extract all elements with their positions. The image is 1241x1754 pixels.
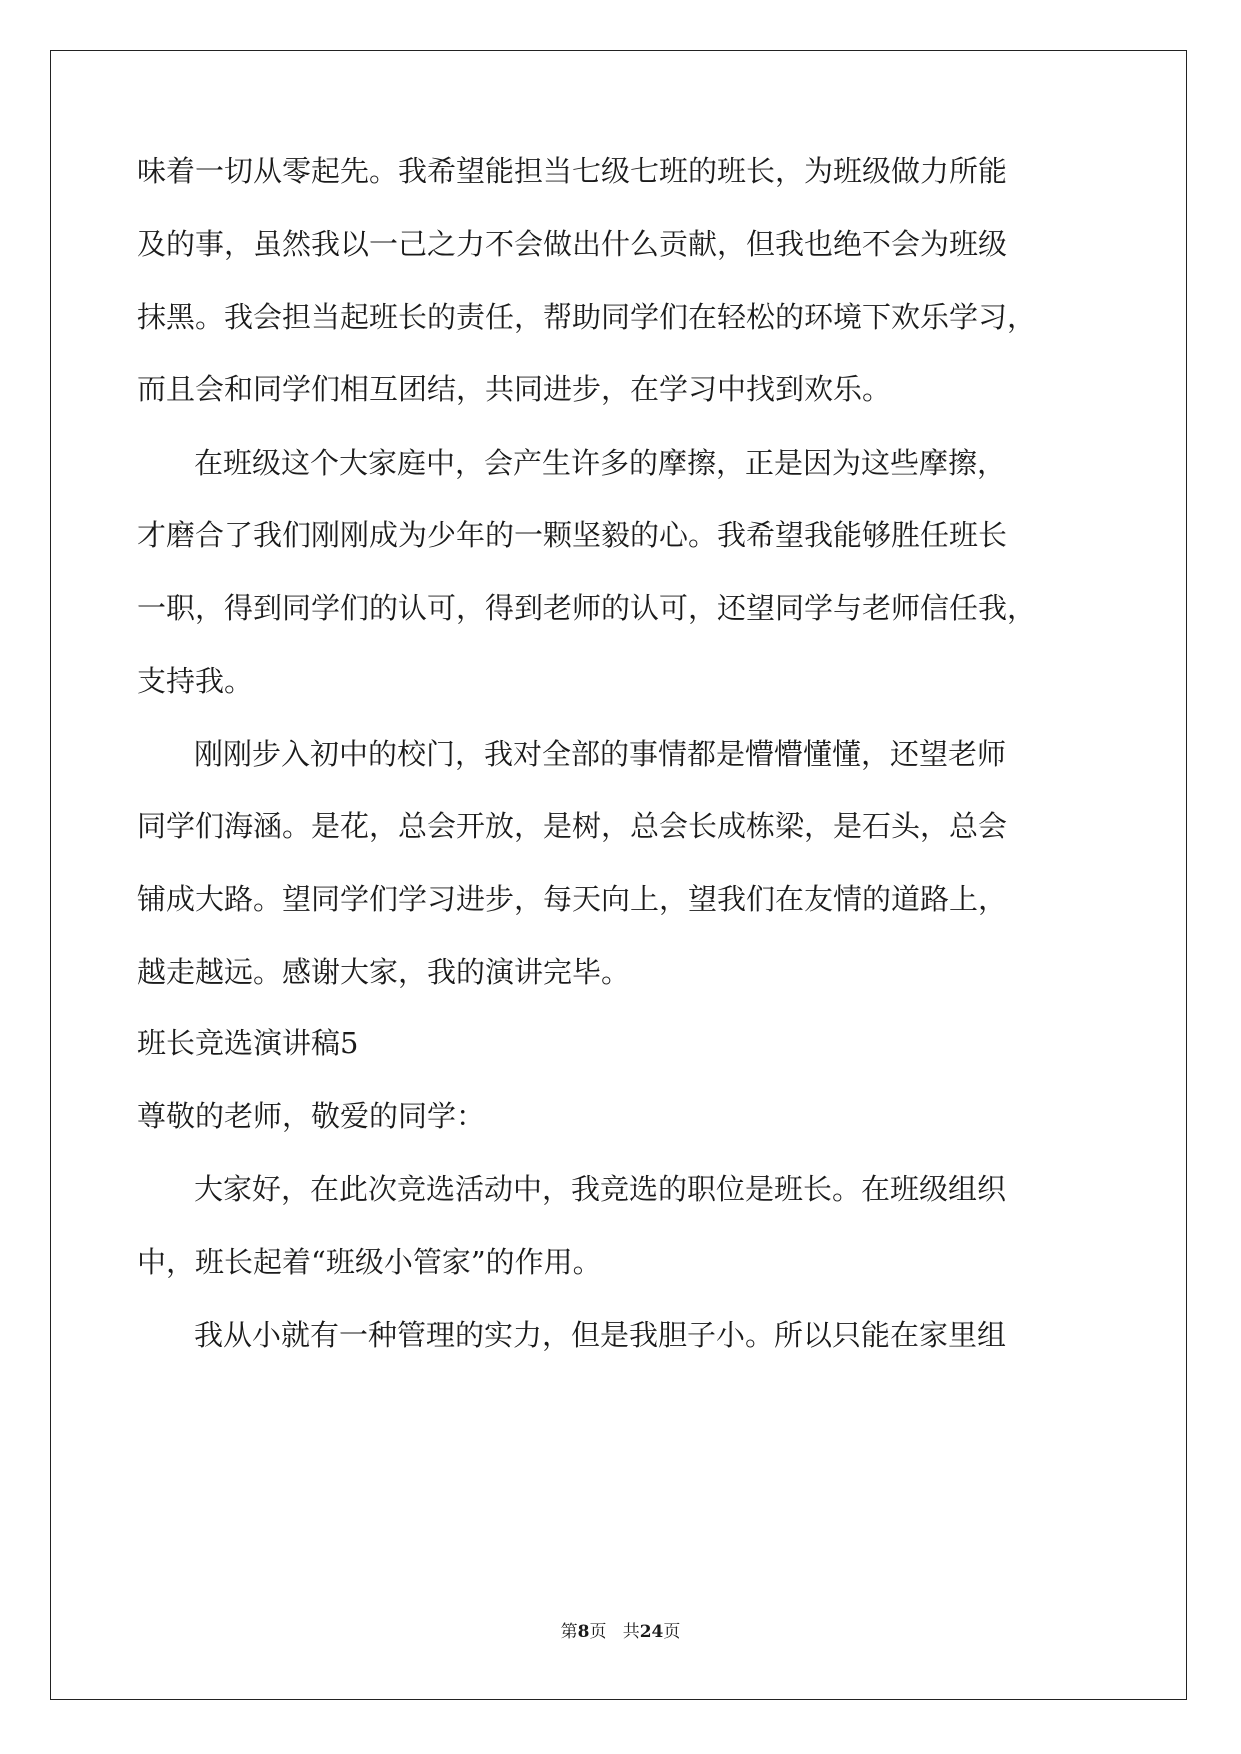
section-title: 班长竞选演讲稿5 xyxy=(137,1026,359,1060)
footer-page-suffix: 页 xyxy=(589,1622,607,1642)
footer-total-suffix: 页 xyxy=(663,1622,681,1642)
text-line: 中，班长起着“班级小管家”的作用。 xyxy=(137,1245,602,1279)
text-line: 刚刚步入初中的校门，我对全部的事情都是懵懵懂懂，还望老师 xyxy=(194,737,1007,771)
text-line: 味着一切从零起先。我希望能担当七级七班的班长，为班级做力所能 xyxy=(137,154,1008,188)
page-number: 8 xyxy=(577,1622,590,1642)
text-line: 支持我。 xyxy=(137,664,254,698)
text-line: 一职，得到同学们的认可，得到老师的认可，还望同学与老师信任我， xyxy=(137,591,1037,625)
text-line: 越走越远。感谢大家，我的演讲完毕。 xyxy=(137,955,631,989)
text-line: 才磨合了我们刚刚成为少年的一颗坚毅的心。我希望我能够胜任班长 xyxy=(137,518,1008,552)
text-line: 铺成大路。望同学们学习进步，每天向上，望我们在友情的道路上， xyxy=(137,882,1008,916)
salutation: 尊敬的老师，敬爱的同学： xyxy=(137,1099,486,1133)
text-line: 我从小就有一种管理的实力，但是我胆子小。所以只能在家里组 xyxy=(194,1318,1007,1352)
text-line: 在班级这个大家庭中，会产生许多的摩擦，正是因为这些摩擦， xyxy=(194,446,1007,480)
text-line: 抹黑。我会担当起班长的责任，帮助同学们在轻松的环境下欢乐学习， xyxy=(137,300,1037,334)
text-line: 而且会和同学们相互团结，共同进步，在学习中找到欢乐。 xyxy=(137,372,892,406)
text-line: 大家好，在此次竞选活动中，我竞选的职位是班长。在班级组织 xyxy=(194,1172,1007,1206)
footer-prefix: 第 xyxy=(560,1622,578,1642)
total-pages: 24 xyxy=(639,1622,664,1642)
text-line: 及的事，虽然我以一己之力不会做出什么贡献，但我也绝不会为班级 xyxy=(137,227,1008,261)
footer-total-prefix: 共 xyxy=(622,1622,640,1642)
text-line: 同学们海涵。是花，总会开放，是树，总会长成栋梁，是石头，总会 xyxy=(137,809,1008,843)
page-footer xyxy=(0,1617,1241,1642)
